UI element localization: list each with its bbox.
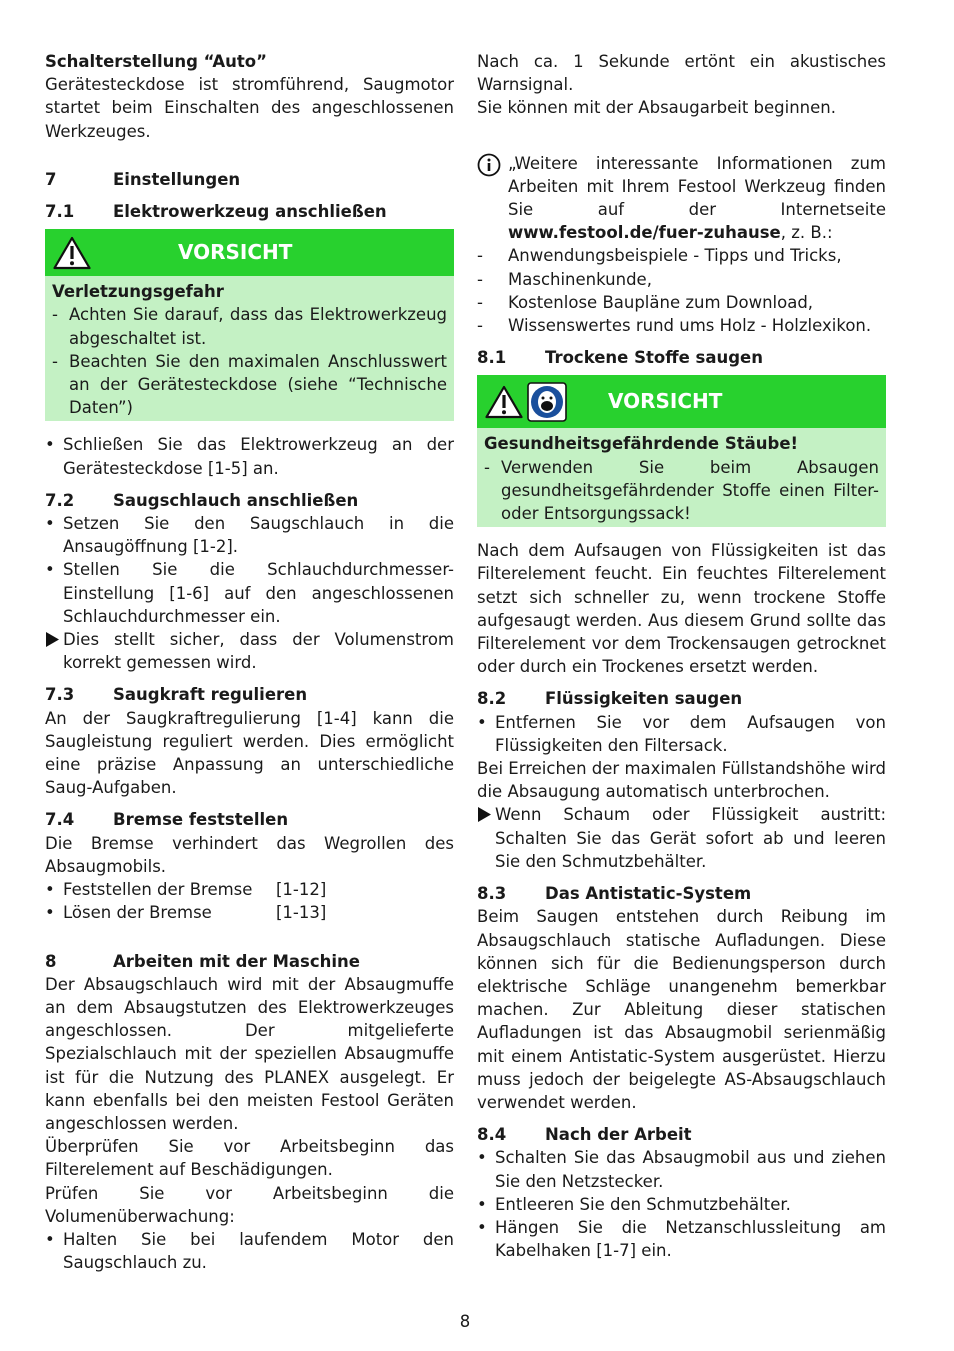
page-number: 8 xyxy=(459,1312,471,1331)
warning-triangle-icon xyxy=(485,385,523,419)
bullet-item: • Schalten Sie das Absaugmobil aus und ziehen Sie den Netzstecker. xyxy=(477,1148,886,1191)
bullet-item: • Entfernen Sie vor dem Aufsaugen von Flüssigkeiten den Filtersack. xyxy=(477,712,886,755)
brake-row: • Lösen der Bremse [1-13] xyxy=(45,903,327,923)
paragraph: Nach ca. 1 Sekunde ertönt ein akustisches Warnsignal. xyxy=(477,52,886,95)
bullet-item: • Entleeren Sie den Schmutzbehälter. xyxy=(477,1194,791,1214)
info-list-item: - Kostenlose Baupläne zum Download, xyxy=(477,292,814,312)
warning-item: - Verwenden Sie beim Absaugen gesundheitsgefährdender Stoffe einen Filter- oder Entsorgungssack! xyxy=(484,457,879,524)
paragraph: An der Saugkraftregulierung [1-4] kann die Saugleistung reguliert werden. Dies ermöglicht eine präzise Anpassung an unterschiedliche Saug-Aufgaben. xyxy=(45,708,454,798)
section-7-heading: 7 Einstellungen xyxy=(45,169,241,189)
bullet-item: • Hängen Sie die Netzanschlussleitung am Kabelhaken [1-7] ein. xyxy=(477,1217,886,1261)
paragraph: Überprüfen Sie vor Arbeitsbeginn das Filterelement auf Beschädigungen. xyxy=(45,1137,454,1180)
dust-mask-icon xyxy=(527,382,567,422)
warning-heading: Gesundheitsgefährdende Stäube! xyxy=(484,434,799,454)
paragraph: Sie können mit der Absaugarbeit beginnen. xyxy=(477,98,836,118)
section-7-1-heading: 7.1 Elektrowerkzeug anschließen xyxy=(45,202,387,222)
warning-label: VORSICHT xyxy=(608,389,723,414)
section-8-1-heading: 8.1 Trockene Stoffe saugen xyxy=(477,348,763,368)
brake-row: • Feststellen der Bremse [1-12] xyxy=(45,880,327,900)
bullet-item: • Halten Sie bei laufendem Motor den Saugschlauch zu. xyxy=(45,1229,454,1273)
warning-label: VORSICHT xyxy=(178,240,293,265)
result-item: Wenn Schaum oder Flüssigkeit austritt: Schalten Sie das Gerät sofort ab und leeren Sie den Schmutzbehälter. xyxy=(477,803,886,873)
section-7-2-heading: 7.2 Saugschlauch anschließen xyxy=(45,490,359,510)
warning-header xyxy=(45,229,454,276)
auto-heading: Schalterstellung “Auto” xyxy=(45,52,267,71)
info-link[interactable]: www.festool.de/fuer-zuhause xyxy=(508,223,781,243)
warning-box-injury xyxy=(45,229,454,421)
info-list-item: - Wissenswertes rund ums Holz - Holzlexikon. xyxy=(477,316,872,336)
section-8-4-heading: 8.4 Nach der Arbeit xyxy=(477,1125,692,1145)
bullet-item: • Setzen Sie den Saugschlauch in die Ansaugöffnung [1-2]. xyxy=(45,514,454,557)
warning-item: - Beachten Sie den maximalen Anschlusswert an der Gerätesteckdose (siehe “Technische Daten”) xyxy=(52,351,447,418)
left-column xyxy=(45,50,454,1274)
info-note: „Weitere interessante Informationen zum Arbeiten mit Ihrem Festool Werkzeug finden Sie auf der Internetseite www.festool.de/fuer-zuhause, z. B.: xyxy=(477,152,886,245)
bullet-item: • Schließen Sie das Elektrowerkzeug an der Gerätesteckdose [1-5] an. xyxy=(45,435,454,478)
paragraph: Die Bremse verhindert das Wegrollen des Absaugmobils. xyxy=(45,833,454,876)
section-7-4-heading: 7.4 Bremse feststellen xyxy=(45,810,289,830)
right-column xyxy=(477,50,886,1262)
warning-triangle-icon xyxy=(53,236,91,270)
arrow-icon xyxy=(45,631,60,648)
info-icon xyxy=(477,153,501,177)
paragraph: Beim Saugen entstehen durch Reibung im Absaugschlauch statische Aufladungen. Diese können sich für die Bedienungsperson durch elektrische Schläge unangenehm bemerkbar machen. Zur Ableitung dieser statischen Aufladungen ist das Absaugmobil serienmäßig mit einem Antistatic-System ausgerüstet. Hierzu muss jedoch der beigelegte AS-Absaugschlauch verwendet werden. xyxy=(477,907,886,1112)
warning-box-dust xyxy=(477,375,886,527)
info-list-item: - Anwendungsbeispiele - Tipps und Tricks, xyxy=(477,246,842,266)
paragraph: Nach dem Aufsaugen von Flüssigkeiten ist das Filterelement feucht. Ein feuchtes Filterelement setzt sich schneller zu, wenn trockene Stoffe aufgesaugt werden. Aus diesem Grund sollte das Filterelement vor dem Trockensaugen getrocknet oder durch ein Trockenes ersetzt werden. xyxy=(477,541,886,677)
auto-text: Gerätesteckdose ist stromführend, Saugmotor startet beim Einschalten des angeschlossenen Werkzeuges. xyxy=(45,75,454,141)
warning-item: - Achten Sie darauf, dass das Elektrowerkzeug abgeschaltet ist. xyxy=(52,305,447,348)
section-8-3-heading: 8.3 Das Antistatic-System xyxy=(477,884,752,904)
arrow-icon xyxy=(477,806,492,823)
section-7-3-heading: 7.3 Saugkraft regulieren xyxy=(45,685,308,705)
warning-header xyxy=(477,375,886,428)
result-item: Dies stellt sicher, dass der Volumenstrom korrekt gemessen wird. xyxy=(45,628,454,674)
warning-heading: Verletzungsgefahr xyxy=(52,282,224,302)
bullet-item: • Stellen Sie die Schlauchdurchmesser-Einstellung [1-6] auf den angeschlossenen Schlauchdurchmesser ein. xyxy=(45,560,454,626)
paragraph: Der Absaugschlauch wird mit der Absaugmuffe an dem Absaugstutzen des Elektrowerkzeuges angeschlossen. Der mitgelieferte Spezialschlauch mit der speziellen Absaugmuffe ist für die Nutzung des PLANEX ausgelegt. Er kann ebenfalls bei den meisten Festool Geräten angeschlossen werden. xyxy=(45,974,454,1133)
section-8-2-heading: 8.2 Flüssigkeiten saugen xyxy=(477,689,743,709)
paragraph: Prüfen Sie vor Arbeitsbeginn die Volumenüberwachung: xyxy=(45,1183,454,1226)
paragraph: Bei Erreichen der maximalen Füllstandshöhe wird die Absaugung automatisch unterbrochen. xyxy=(477,759,886,802)
info-list-item: - Maschinenkunde, xyxy=(477,269,652,289)
section-8-heading: 8 Arbeiten mit der Maschine xyxy=(45,951,360,971)
